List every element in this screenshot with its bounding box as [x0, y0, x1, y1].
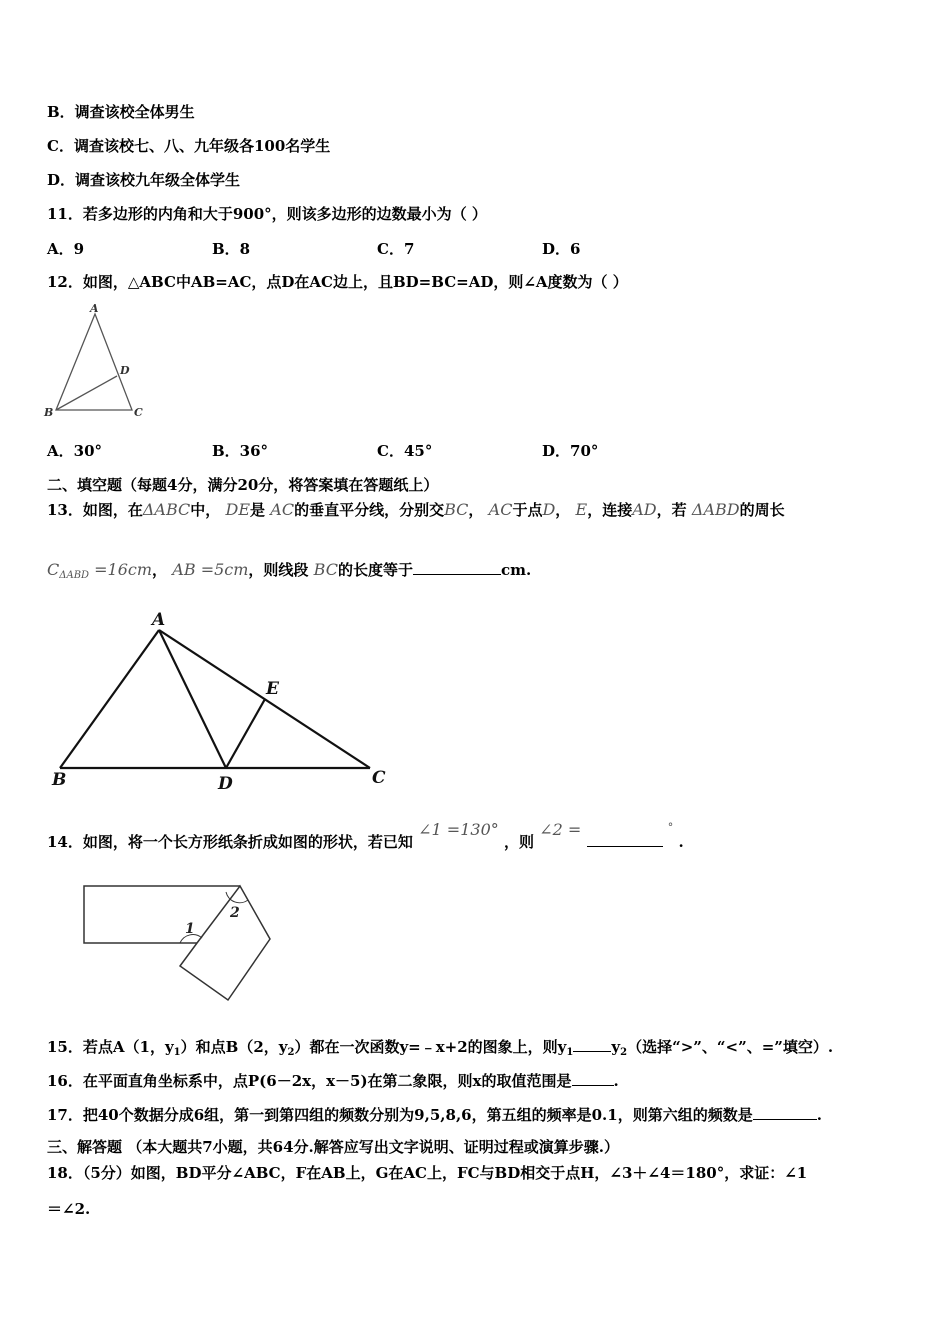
q13-stem-line1: 13．如图，在ΔABC中， DE是 AC的垂直平分线，分别交BC， AC于点D， E，连接AD，若 ΔABD的周长 — [47, 500, 785, 519]
q13-label-c: C — [372, 768, 386, 788]
q17-answer-blank — [753, 1103, 817, 1120]
q12-option-b: B．36° — [212, 442, 269, 460]
q12-label-a: A — [90, 302, 99, 315]
q11-stem: 11．若多边形的内角和大于900°，则该多边形的边数最小为（ ） — [47, 205, 487, 223]
section-2-heading: 二、填空题（每题4分，满分20分，将答案填在答题纸上） — [47, 476, 439, 494]
q10-option-c: C．调查该校七、八、九年级各100名学生 — [47, 137, 331, 155]
q12-label-c: C — [134, 406, 143, 419]
q12-label-b: B — [44, 406, 54, 419]
q10-option-b: B．调查该校全体男生 — [47, 103, 195, 121]
q13-label-b: B — [52, 770, 67, 790]
q12-option-a: A．30° — [47, 442, 103, 460]
q12-option-d: D．70° — [542, 442, 599, 460]
q17-stem: 17．把40个数据分成6组，第一到第四组的频数分别为9,5,8,6，第五组的频率是0.1，则第六组的频数是 . — [47, 1103, 822, 1125]
q13-label-d: D — [218, 774, 233, 794]
q18-stem-line2: ＝∠2. — [47, 1200, 91, 1218]
q11-option-c: C．7 — [377, 240, 415, 258]
q11-option-d: D．6 — [542, 240, 581, 258]
q11-option-a: A．9 — [47, 240, 85, 258]
q12-label-d: D — [120, 364, 130, 377]
q16-answer-blank — [572, 1069, 614, 1086]
q14-answer-blank — [587, 830, 663, 847]
q14-angle-2-label: 2 — [230, 905, 240, 921]
q14-folded-strip-figure — [80, 880, 280, 1005]
q16-stem: 16．在平面直角坐标系中，点P(6－2x，x－5)在第二象限，则x的取值范围是 . — [47, 1069, 619, 1091]
q13-answer-blank — [413, 558, 501, 575]
q14-stem: 14．如图，将一个长方形纸条折成如图的形状，若已知 ∠1 =130° ，则 ∠2 = ° . — [47, 820, 684, 851]
q12-triangle-figure — [40, 300, 150, 420]
q13-triangle-figure — [40, 605, 410, 800]
q15-stem: 15．若点A（1，$y_1$）和点B（2，$y_2$）都在一次函数y=﹣x+2的图象上，则$y_1$ $y_2$（选择“>”、“<”、=”填空）. — [47, 1035, 833, 1063]
q12-option-c: C．45° — [377, 442, 433, 460]
q13-label-a: A — [152, 610, 166, 630]
section-3-heading: 三、解答题 （本大题共7小题，共64分.解答应写出文字说明、证明过程或演算步骤.） — [47, 1138, 619, 1156]
q12-stem: 12．如图，△ABC中AB=AC，点D在AC边上，且BD=BC=AD，则∠A度数为（ ） — [47, 273, 628, 291]
q14-angle-1-label: 1 — [185, 921, 195, 937]
q13-stem-line2: $C_{\Delta ABD} =16cm$， AB =5cm，则线段 BC的长度等于 cm. — [47, 560, 532, 581]
q10-option-d: D．调查该校九年级全体学生 — [47, 171, 241, 189]
q18-stem-line1: 18．（5分）如图，BD平分∠ABC，F在AB上，G在AC上，FC与BD相交于点H，∠3＋∠4＝180°，求证：∠1 — [47, 1164, 808, 1182]
q13-label-e: E — [266, 679, 279, 699]
q15-answer-blank — [573, 1035, 611, 1052]
q11-option-b: B．8 — [212, 240, 251, 258]
